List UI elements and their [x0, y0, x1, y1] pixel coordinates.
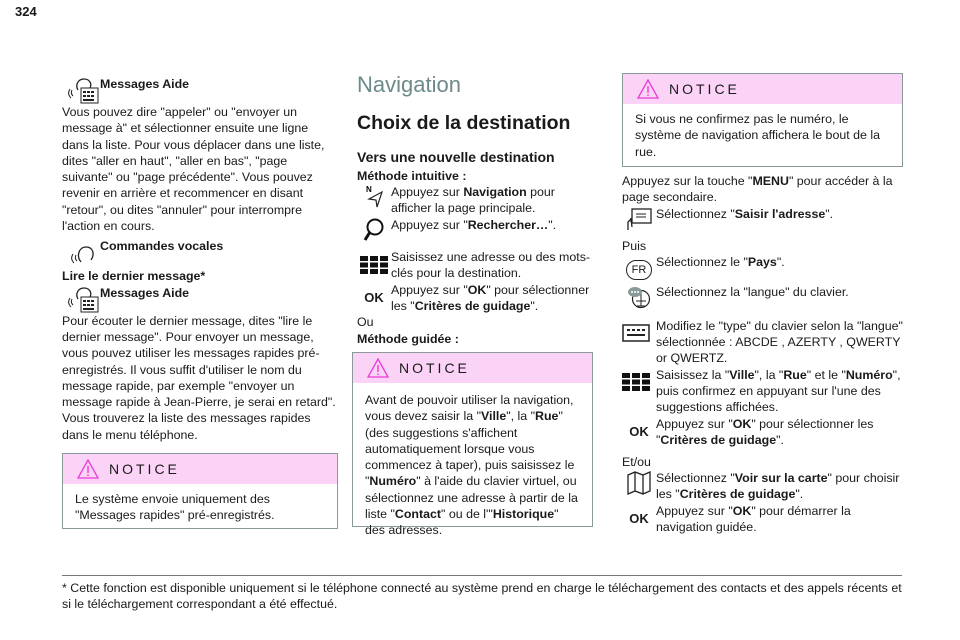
text-segment: Saisissez une adresse ou des mots-clés pour la destination.: [391, 250, 591, 281]
menu-instruction: [622, 173, 904, 206]
bold-text: Pays: [747, 254, 777, 269]
step-ville: [622, 367, 904, 416]
ok-icon: OK: [364, 290, 384, 305]
text-segment: ".: [825, 206, 834, 221]
text-segment: ".: [776, 432, 784, 447]
step-text: [391, 282, 597, 315]
section-title: Navigation: [357, 72, 461, 97]
keyboard-language-icon: [622, 284, 656, 316]
last-message-paragraph: Pour écouter le dernier message, dites "lire le dernier message". Pour envoyer un message, vous pouvez utiliser les messages rapides pré-enregistrés. Il vous suffit d'utiliser le nom du message rapide, par exemple "envoyer un message rapide à Jean-Pierre, je serai en retard". Vous trouverez la liste des messages rapides dans le menu téléphone.: [62, 313, 336, 442]
step-text: [391, 249, 597, 282]
left-column: [62, 76, 338, 443]
page-heading: Choix de la destination: [357, 112, 571, 134]
notice-title: NOTICE: [109, 460, 180, 477]
ok-icon: OK: [629, 423, 649, 439]
notice-box-left: [62, 453, 338, 529]
country-fr-icon: [622, 254, 656, 284]
notice-header: [63, 454, 337, 484]
keypad-grid-icon: [357, 249, 391, 274]
text-segment: " des adresses.: [365, 507, 559, 538]
step-text: [656, 254, 785, 270]
step-text: [656, 206, 833, 222]
text-segment: ".: [776, 254, 785, 269]
notice-box-right: [622, 73, 903, 167]
bold-text: Contact: [394, 507, 442, 522]
text-segment: Sélectionnez le ": [656, 254, 748, 269]
bold-text: Ville: [480, 409, 507, 424]
step-text: [656, 416, 904, 449]
step-saisir-adresse: [622, 206, 904, 238]
step-text: [622, 367, 904, 416]
puis-label: Puis: [622, 238, 647, 253]
warning-icon: [367, 358, 389, 378]
text-segment: Avant de pouvoir utiliser la navigation, vous devez saisir la ": [365, 393, 574, 424]
text-segment: pour afficher la page principale.: [391, 185, 555, 216]
bold-text: Numéro: [845, 367, 893, 382]
ou-label: Ou: [357, 315, 374, 329]
commandes-vocales-heading: [62, 238, 338, 266]
notice-box-middle: [352, 352, 593, 538]
bold-text: Critères de guidage: [660, 432, 777, 447]
bold-text: Rue: [535, 409, 559, 424]
text-segment: ", la ": [506, 409, 536, 424]
bold-text: Critères de guidage: [414, 299, 531, 314]
warning-icon: [77, 459, 99, 479]
text-segment: Sélectionnez ": [656, 206, 735, 221]
text-segment: " pour choisir les ": [656, 470, 900, 502]
step-carte: [622, 470, 904, 503]
text-segment: " (des suggestions s'affichent automatiquement lorsque vous commencez à taper), puis saisissez le ": [365, 409, 575, 489]
text-segment: Appuyez sur ": [391, 218, 468, 232]
text-segment: " pour accéder à la page secondaire.: [622, 174, 893, 205]
bold-text: Critères de guidage: [679, 487, 796, 502]
subheading: Vers une nouvelle destination: [357, 149, 555, 165]
messages-aide-label: Messages Aide: [100, 77, 190, 91]
methode-intuitive-label: Méthode intuitive :: [357, 169, 467, 183]
keyboard-icon: [622, 318, 656, 354]
middle-column: [357, 0, 597, 352]
text-segment: Appuyez sur ": [656, 416, 733, 431]
step-type: [622, 318, 904, 367]
keypad-grid-icon: [622, 367, 656, 401]
text-segment: Sélectionnez la "langue" du clavier.: [656, 284, 849, 299]
text-segment: Modifiez le "type" du clavier selon la "langue" sélectionnée : ABCDE , AZERTY , QWERTY or QWERTZ.: [656, 318, 903, 366]
text-segment: Saisissez la ": [656, 367, 730, 382]
step-text: [622, 318, 904, 367]
bold-text: MENU: [752, 174, 789, 188]
text-segment: " pour sélectionner les ": [656, 416, 874, 447]
warning-icon: [637, 79, 659, 99]
methode-guidee-label: Méthode guidée :: [357, 332, 459, 346]
address-entry-icon: [622, 206, 656, 238]
bold-text: Rechercher…: [467, 218, 549, 232]
bold-text: Numéro: [369, 474, 417, 489]
text-segment: Appuyez sur ": [656, 503, 733, 518]
step-text: [391, 217, 556, 233]
text-segment: ".: [530, 299, 539, 314]
step-text: [656, 503, 904, 536]
text-segment: " ou de l'": [441, 507, 493, 522]
svg-text:N: N: [366, 185, 372, 194]
bold-text: Historique: [492, 507, 555, 522]
text-segment: Appuyez sur: [391, 185, 464, 199]
search-icon: [357, 217, 391, 243]
right-column: [622, 173, 904, 541]
footnote: * Cette fonction est disponible uniquement si le téléphone connecté au système prend en charge le téléchargement des contacts et des appels récents et si le téléchargement correspondant a été effectué.: [62, 581, 902, 612]
text-segment: " à l'aide du clavier virtuel, ou sélectionnez une adresse à partir de la liste ": [365, 474, 578, 522]
messages-aide-heading-2: [62, 285, 338, 313]
text-segment: ", puis confirmez en appuyant sur l'une des suggestions affichées.: [656, 367, 901, 415]
commandes-vocales-label: Commandes vocales: [100, 239, 224, 254]
map-icon: [622, 470, 656, 502]
text-segment: ".: [548, 218, 557, 232]
text-segment: " et le ": [806, 367, 846, 382]
ok-icon: OK: [629, 510, 649, 526]
step-text: [656, 284, 849, 300]
notice-body: Si vous ne confirmez pas le numéro, le système de navigation affichera le bout de la rue.: [635, 112, 880, 159]
step-text: [656, 470, 904, 503]
text-segment: Sélectionnez ": [656, 470, 735, 485]
text-segment: " pour sélectionner les ": [391, 283, 590, 314]
step-pays: [622, 254, 904, 284]
step-navigation: [357, 184, 597, 217]
bold-text: Saisir l'adresse: [734, 206, 826, 221]
notice-header: [623, 74, 902, 104]
bold-text: Rue: [783, 367, 807, 382]
country-code: FR: [626, 260, 652, 280]
notice-title: NOTICE: [399, 359, 470, 376]
step-ok: [357, 282, 597, 315]
page-number: 324: [15, 4, 37, 19]
lire-dernier-message-heading: Lire le dernier message*: [62, 269, 206, 284]
text-segment: ".: [795, 487, 804, 502]
messages-aide-heading: [62, 76, 338, 104]
notice-header: [353, 353, 592, 383]
step-ok-demarrer: [622, 503, 904, 541]
notice-body: Le système envoie uniquement des "Messages rapides" pré-enregistrés.: [75, 492, 275, 523]
text-segment: " pour démarrer la navigation guidée.: [656, 503, 851, 534]
bold-text: Ville: [729, 367, 755, 382]
bold-text: OK: [732, 416, 752, 431]
text-segment: ", la ": [754, 367, 784, 382]
text-segment: Appuyez sur ": [391, 283, 468, 297]
bold-text: Voir sur la carte: [734, 470, 828, 485]
etou-label: Et/ou: [622, 454, 651, 469]
bold-text: OK: [732, 503, 752, 518]
notice-title: NOTICE: [669, 80, 740, 97]
navigation-north-arrow-icon: [357, 184, 391, 208]
bold-text: OK: [467, 283, 487, 297]
step-keypad: [357, 249, 597, 282]
step-search: [357, 217, 597, 243]
messages-aide-label: Messages Aide: [100, 285, 190, 300]
text-segment: Appuyez sur la touche ": [622, 174, 753, 188]
bold-text: Navigation: [463, 185, 527, 199]
voice-help-paragraph: Vous pouvez dire "appeler" ou "envoyer un message à" et sélectionner ensuite une ligne dans la liste. Pour vous déplacer dans une liste, dites "aller en haut", "aller en bas", "page suivante" ou "page précédente". Vous pouvez revenir en arrière et recommencer en disant "retour", ou dites "annuler" pour interrompre l'action en cours.: [62, 105, 325, 234]
notice-body: [353, 383, 592, 547]
step-text: [391, 184, 597, 217]
step-langue: [622, 284, 904, 316]
footnote-divider: [62, 575, 902, 576]
step-ok-criteres: [622, 416, 904, 454]
